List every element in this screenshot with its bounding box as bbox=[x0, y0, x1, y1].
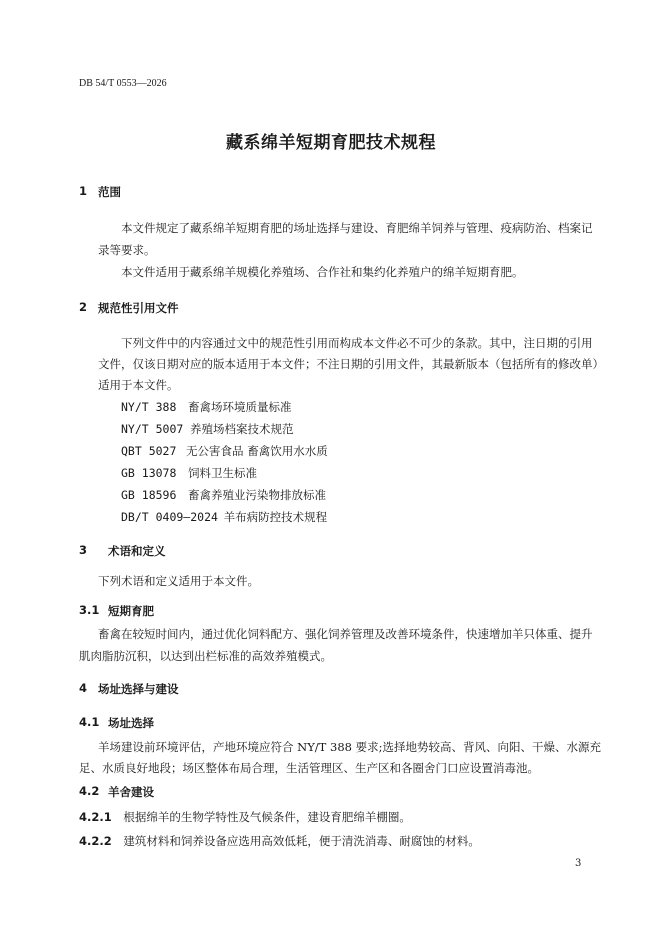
item-4-2-1-number: 4.2.1 bbox=[79, 810, 112, 824]
section-3-number: 3 bbox=[79, 543, 88, 557]
section-2-paragraph-line-1: 下列文件中的内容通过文中的规范性引用而构成本文件必不可少的条款。其中，注日期的引用 bbox=[121, 336, 593, 350]
item-4-2-2-text: 建筑材料和饲养设备应选用高效低耗，便于清洗消毒、耐腐蚀的材料。 bbox=[123, 834, 480, 848]
reference-item bbox=[121, 421, 293, 437]
reference-title: 畜禽场环境质量标准 bbox=[188, 400, 292, 414]
section-4-1-heading: 场址选择 bbox=[108, 716, 154, 730]
list-item bbox=[79, 809, 411, 825]
section-4-number: 4 bbox=[79, 681, 88, 695]
reference-item bbox=[121, 443, 328, 459]
reference-title: 畜禽养殖业污染物排放标准 bbox=[188, 488, 327, 502]
reference-title: 养殖场档案技术规范 bbox=[189, 422, 294, 436]
section-2-paragraph-line-2: 文件，仅该日期对应的版本适用于本文件；不注日期的引用文件，其最新版本（包括所有的修改单） bbox=[98, 357, 604, 371]
section-4-1-paragraph-line-1: 羊场建设前环境评估，产地环境应符合 NY/T 388 要求;选择地势较高、背风、向阳、干燥、水源充 bbox=[98, 740, 601, 754]
reference-item bbox=[121, 465, 257, 481]
reference-item bbox=[121, 509, 327, 525]
section-4-2-number: 4.2 bbox=[79, 784, 100, 798]
section-3-heading: 术语和定义 bbox=[108, 544, 166, 558]
section-3-1-paragraph-line-2: 肌肉脂肪沉积，以达到出栏标准的高效养殖模式。 bbox=[79, 649, 332, 663]
item-4-2-2-number: 4.2.2 bbox=[79, 834, 112, 848]
section-1-paragraph-1-line-1: 本文件规定了藏系绵羊短期育肥的场址选择与建设、育肥绵羊饲养与管理、疫病防治、档案记 bbox=[121, 221, 593, 235]
section-1-heading: 范围 bbox=[98, 185, 121, 199]
section-3-1-number: 3.1 bbox=[79, 603, 100, 617]
reference-code: NY/T 388 bbox=[121, 400, 177, 414]
reference-code: GB 13078 bbox=[121, 466, 177, 480]
section-3-1-heading: 短期育肥 bbox=[108, 604, 154, 618]
reference-title: 饲料卫生标准 bbox=[188, 466, 258, 480]
section-2-paragraph-line-3: 适用于本文件。 bbox=[98, 378, 179, 392]
reference-code: NY/T 5007 bbox=[121, 422, 184, 436]
reference-item bbox=[121, 399, 292, 415]
page-number: 3 bbox=[575, 858, 582, 869]
section-3-1-paragraph-line-1: 畜禽在较短时间内，通过优化饲料配方、强化饲养管理及改善环境条件，快速增加羊只体重、提升 bbox=[98, 627, 593, 641]
section-4-2-heading: 羊舍建设 bbox=[108, 785, 154, 799]
section-2-heading: 规范性引用文件 bbox=[98, 301, 179, 315]
section-1-number: 1 bbox=[79, 184, 88, 198]
section-2-number: 2 bbox=[79, 300, 88, 314]
section-4-1-number: 4.1 bbox=[79, 715, 100, 729]
section-3-paragraph: 下列术语和定义适用于本文件。 bbox=[98, 574, 259, 588]
document-title: 藏系绵羊短期育肥技术规程 bbox=[226, 133, 436, 153]
reference-code: QBT 5027 bbox=[121, 444, 177, 458]
section-1-paragraph-2: 本文件适用于藏系绵羊规模化养殖场、合作社和集约化养殖户的绵羊短期育肥。 bbox=[121, 265, 524, 279]
section-4-heading: 场址选择与建设 bbox=[98, 682, 179, 696]
section-4-1-paragraph-line-2: 足、水质良好地段；场区整体布局合理，生活管理区、生产区和各圈舍门口应设置消毒池。 bbox=[79, 761, 539, 775]
item-4-2-1-text: 根据绵羊的生物学特性及气候条件，建设育肥绵羊棚圈。 bbox=[123, 810, 411, 824]
reference-title: 羊布病防控技术规程 bbox=[223, 510, 328, 524]
reference-code: DB/T 0409—2024 bbox=[121, 510, 218, 524]
reference-code: GB 18596 bbox=[121, 488, 177, 502]
reference-title: 无公害食品 畜禽饮用水水质 bbox=[186, 444, 328, 458]
document-code: DB 54/T 0553—2026 bbox=[79, 78, 167, 89]
reference-item bbox=[121, 487, 326, 503]
section-1-paragraph-1-line-2: 录等要求。 bbox=[98, 243, 156, 257]
list-item bbox=[79, 833, 480, 849]
